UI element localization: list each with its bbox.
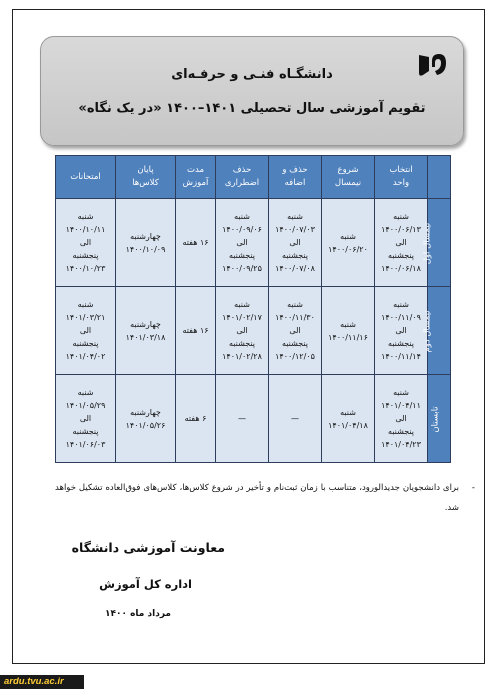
end-classes-cell: چهارشنبه ۱۴۰۱/۰۳/۱۸ [116,287,176,375]
header-banner [40,36,464,146]
selection-cell: شنبه ۱۴۰۱/۰۴/۱۱ الی پنجشنبه ۱۴۰۱/۰۴/۲۳ [375,375,428,463]
university-name: دانشگـاه فنـی و حرفـه‌ای [171,67,333,82]
corner-cell [428,156,451,199]
note-text: برای دانشجویان جدیدالورود، متناسب با زمان ثبت‌نام و تأخیر در شروع کلاس‌ها، کلاس‌های فوق‌العاده تشکیل خواهد شد. [55,483,459,513]
column-header: انتخاب واحد [375,156,428,199]
table-row [56,199,451,287]
signature-office: معاونت آموزشی دانشگاه [71,540,225,555]
table-row [56,287,451,375]
start-cell: شنبه ۱۴۰۱/۰۴/۱۸ [322,375,375,463]
column-header: حذف و اضافه [269,156,322,199]
column-header: امتحانات [56,156,116,199]
exams-cell: شنبه ۱۴۰۱/۰۳/۲۱ الی پنجشنبه ۱۴۰۱/۰۴/۰۲ [56,287,116,375]
column-header: مدت آموزش [176,156,216,199]
start-cell: شنبه ۱۴۰۰/۰۶/۲۰ [322,199,375,287]
add-drop-cell: شنبه ۱۴۰۰/۰۷/۰۳ الی پنجشنبه ۱۴۰۰/۰۷/۰۸ [269,199,322,287]
start-cell: شنبه ۱۴۰۰/۱۱/۱۶ [322,287,375,375]
calendar-title: تقویم آموزشی سال تحصیلی ۱۴۰۱–۱۴۰۰ «در یک نگاه» [78,101,426,116]
term-label: تابستان [428,375,451,463]
footer-url: ardu.tvu.ac.ir [0,675,84,689]
duration-cell: ۱۶ هفته [176,287,216,375]
end-classes-cell: چهارشنبه ۱۴۰۱/۰۵/۲۶ [116,375,176,463]
signature-department: اداره کل آموزش [99,577,192,591]
exams-cell: شنبه ۱۴۰۰/۱۰/۱۱ الی پنجشنبه ۱۴۰۰/۱۰/۲۳ [56,199,116,287]
selection-cell: شنبه ۱۴۰۰/۰۶/۱۳ الی پنجشنبه ۱۴۰۰/۰۶/۱۸ [375,199,428,287]
term-label: نیمسال دوم [428,287,451,375]
column-header: پایان کلاس‌ها [116,156,176,199]
selection-cell: شنبه ۱۴۰۰/۱۱/۰۹ الی پنجشنبه ۱۴۰۰/۱۱/۱۴ [375,287,428,375]
emergency-drop-cell: شنبه ۱۴۰۰/۰۹/۰۶ الی پنجشنبه ۱۴۰۰/۰۹/۲۵ [216,199,269,287]
end-classes-cell: چهارشنبه ۱۴۰۰/۱۰/۰۹ [116,199,176,287]
exams-cell: شنبه ۱۴۰۱/۰۵/۲۹ الی پنجشنبه ۱۴۰۱/۰۶/۰۳ [56,375,116,463]
term-label: نیمسال اول [428,199,451,287]
new-students-note [55,478,475,518]
signature-date: مرداد ماه ۱۴۰۰ [104,609,171,619]
duration-cell: ۶ هفته [176,375,216,463]
note-bullet: - [471,483,475,493]
column-header: شروع نیمسال [322,156,375,199]
table-row [56,375,451,463]
emergency-drop-cell: — [216,375,269,463]
add-drop-cell: شنبه ۱۴۰۰/۱۱/۳۰ الی پنجشنبه ۱۴۰۰/۱۲/۰۵ [269,287,322,375]
add-drop-cell: — [269,375,322,463]
emergency-drop-cell: شنبه ۱۴۰۱/۰۲/۱۷ الی پنجشنبه ۱۴۰۱/۰۲/۲۸ [216,287,269,375]
column-header: حذف اضطراری [216,156,269,199]
table-header-row [56,156,451,199]
academic-calendar-table [55,155,451,463]
duration-cell: ۱۶ هفته [176,199,216,287]
